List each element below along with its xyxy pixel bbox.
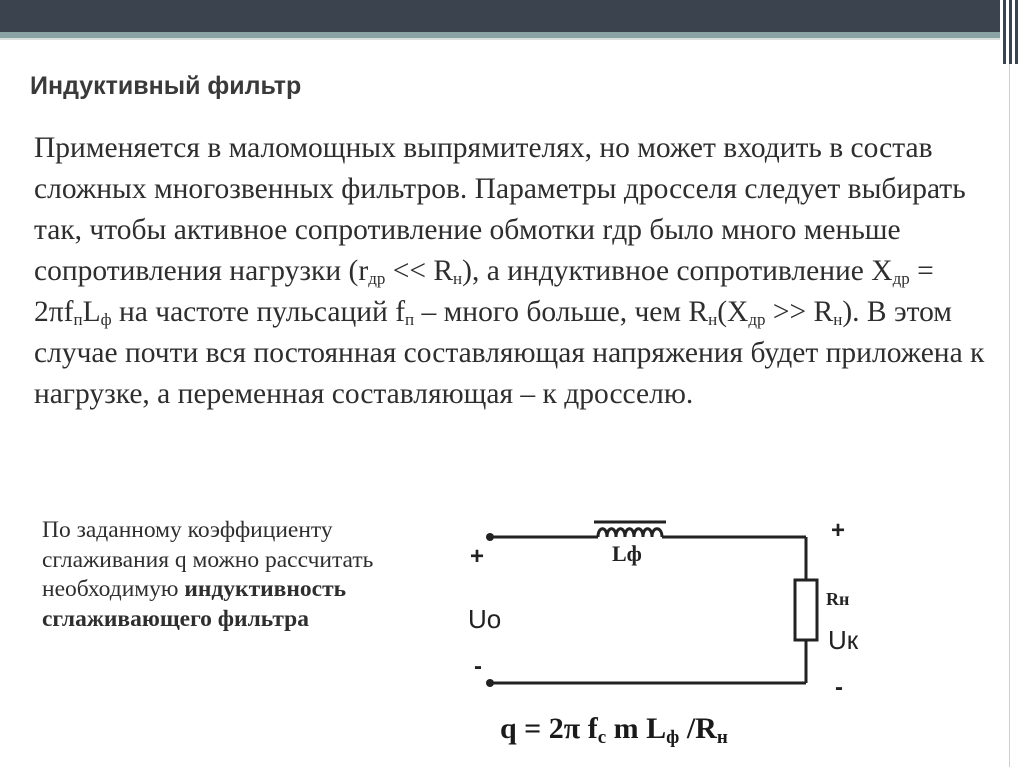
- formula-part: /R: [679, 712, 717, 745]
- subscript: п: [405, 310, 415, 329]
- right-edge-stripe: [1003, 0, 1006, 64]
- text-run: = 2πf: [34, 255, 934, 328]
- right-edge-stripe: [1015, 0, 1018, 64]
- input-voltage-label: Uo: [468, 604, 502, 634]
- text-run: >> R: [765, 296, 834, 328]
- subscript: н: [708, 310, 718, 329]
- formula-part: q = 2π f: [500, 712, 598, 745]
- side-note-plain: По заданному коэффициенту сглаживания q можно рассчитать необходимую: [42, 517, 374, 602]
- text-run: L: [82, 296, 101, 328]
- slide-border: [1009, 64, 1010, 767]
- subscript: др: [748, 310, 766, 329]
- slide-title: Индуктивный фильтр: [30, 72, 302, 100]
- subscript: п: [73, 310, 83, 329]
- resistor-label: Rн: [826, 589, 850, 609]
- formula-part: m L: [606, 712, 667, 745]
- inductor-label: Lф: [612, 541, 642, 566]
- formula-subscript: c: [597, 727, 607, 748]
- resistor-symbol: [795, 580, 817, 640]
- output-voltage-label: Uк: [828, 625, 859, 655]
- plus-right-label: +: [831, 517, 846, 544]
- formula-subscript: н: [716, 727, 728, 748]
- text-run: на частоте пульсаций f: [111, 296, 406, 328]
- minus-right-label: -: [835, 674, 843, 700]
- side-note: [42, 516, 414, 634]
- right-edge-stripe: [1009, 0, 1012, 64]
- text-run: << R: [385, 255, 454, 287]
- circuit-diagram: [450, 510, 880, 700]
- smoothing-formula: [500, 712, 728, 746]
- subscript: н: [453, 269, 463, 288]
- subscript: др: [368, 269, 386, 288]
- minus-left-label: -: [474, 653, 482, 680]
- top-banner-line: [0, 38, 1000, 40]
- text-run: (X: [717, 296, 749, 328]
- text-run: ). В этом случае почти вся постоянная составляющая напряжения будет приложена к нагрузке, а переменная составляющая – к дросселю.: [34, 296, 985, 410]
- terminal-top-left: [486, 533, 494, 541]
- text-run: Применяется в маломощных выпрямителях, но может входить в состав сложных многозвенных фильтров. Параметры дросселя следует выбирать так, чтобы активное сопротивление обмотки rдр было много меньше сопротивления нагрузки (r: [34, 132, 966, 287]
- text-run: – много больше, чем R: [414, 296, 709, 328]
- terminal-bottom-left: [486, 679, 494, 687]
- text-run: ), а индуктивное сопротивление X: [462, 255, 893, 287]
- inductor-symbol: [594, 522, 666, 537]
- top-banner: [0, 0, 1000, 32]
- subscript: др: [892, 269, 910, 288]
- formula-subscript: ф: [666, 727, 680, 748]
- subscript: ф: [100, 310, 112, 329]
- side-note-bold: индуктивность сглаживающего фильтра: [42, 576, 347, 632]
- main-paragraph: [34, 128, 994, 415]
- subscript: н: [833, 310, 843, 329]
- plus-left-label: +: [470, 543, 485, 570]
